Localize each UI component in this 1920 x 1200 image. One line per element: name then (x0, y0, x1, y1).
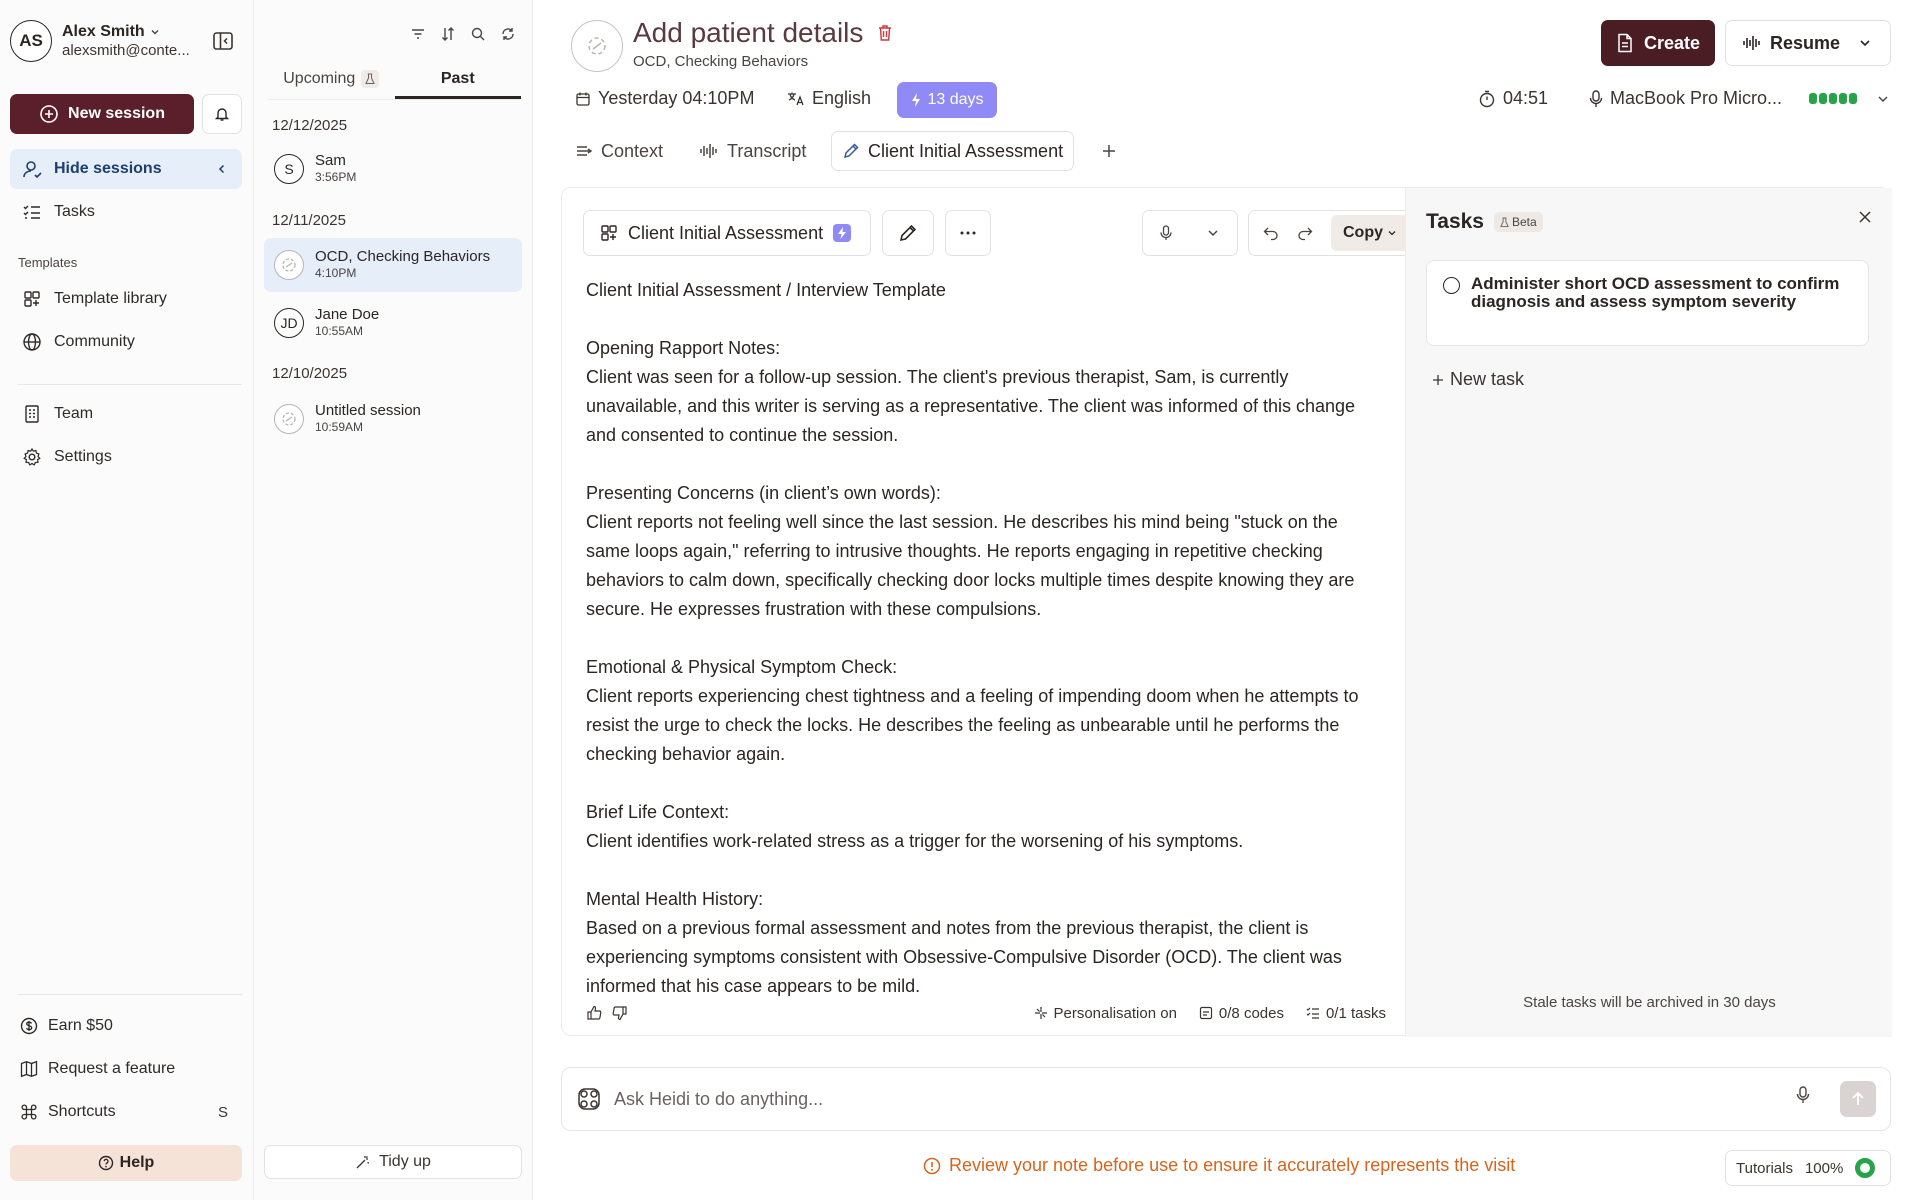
tab-past[interactable]: Past (395, 66, 522, 99)
arrow-up-icon (1851, 1091, 1865, 1107)
close-icon[interactable] (1858, 210, 1872, 224)
session-title: Jane Doe (315, 306, 380, 323)
sidebar-toggle-icon[interactable] (212, 30, 234, 52)
plus-icon (1101, 143, 1117, 159)
context-icon (575, 143, 593, 159)
stale-tasks-note: Stale tasks will be archived in 30 days (1523, 994, 1776, 1011)
session-time: 4:10PM (315, 266, 357, 280)
page-subtitle: OCD, Checking Behaviors (633, 53, 809, 70)
avatar: AS (10, 20, 52, 62)
refresh-icon[interactable] (500, 26, 516, 42)
audio-level-indicator (1809, 93, 1857, 104)
dollar-circle-icon (20, 1017, 38, 1035)
patient-logo-icon (571, 20, 623, 72)
waveform-icon (1742, 34, 1762, 52)
session-title: Sam (315, 152, 346, 169)
lightning-icon (910, 92, 922, 108)
history-copy-group (1248, 210, 1414, 256)
microphone-icon (1589, 90, 1603, 108)
chevron-down-icon[interactable] (1858, 36, 1872, 50)
search-icon[interactable] (470, 26, 486, 42)
session-title: Untitled session (315, 402, 421, 419)
new-session-button[interactable]: New session (10, 94, 194, 134)
help-circle-icon (98, 1155, 114, 1171)
sparkle-icon (833, 224, 851, 242)
session-date: 12/12/2025 (272, 117, 348, 134)
account-name: Alex Smith (62, 23, 145, 40)
notifications-button[interactable] (202, 94, 242, 134)
calendar-icon (575, 91, 591, 107)
session-avatar: S (274, 154, 304, 184)
dictate-group (1142, 210, 1238, 256)
note-card (561, 187, 1891, 1036)
waveform-icon (699, 143, 719, 159)
sidebar-item-tasks[interactable]: Tasks (10, 192, 242, 232)
beta-badge: Beta (1494, 212, 1543, 232)
personalisation-toggle[interactable]: Personalisation on (1034, 1005, 1177, 1022)
note-footer (586, 1003, 1386, 1023)
tutorial-progress: 100% (1804, 1159, 1844, 1177)
heidi-logo-icon (576, 1086, 602, 1112)
new-task-button[interactable]: New task (1432, 369, 1524, 390)
chevron-down-icon (1387, 228, 1397, 238)
globe-icon (22, 332, 42, 352)
add-tab-button[interactable] (1101, 131, 1117, 171)
session-logo-icon (274, 404, 304, 434)
sessions-tabs (268, 66, 521, 100)
sessions-panel (254, 0, 533, 1200)
session-title: OCD, Checking Behaviors (315, 248, 491, 265)
session-avatar: JD (274, 308, 304, 338)
request-feature-link[interactable]: Request a feature (8, 1049, 240, 1089)
microphone-icon[interactable] (1796, 1086, 1810, 1104)
pencil-icon (898, 223, 918, 243)
tasks-title: Tasks (1426, 210, 1484, 233)
page-title[interactable]: Add patient details (633, 17, 864, 48)
session-item[interactable] (264, 392, 522, 446)
building-icon (22, 404, 42, 424)
filter-icon[interactable] (410, 26, 426, 42)
plus-circle-icon (39, 104, 59, 124)
more-options-button[interactable] (945, 210, 991, 256)
review-warning: Review your note before use to ensure it accurately represents the visit (923, 1155, 1515, 1176)
templates-section-label: Templates (18, 255, 78, 270)
divider (18, 994, 242, 995)
task-checkbox[interactable] (1443, 277, 1460, 294)
thumbs-down-icon[interactable] (612, 1005, 628, 1021)
session-time: 3:56PM (315, 170, 357, 184)
sidebar (0, 0, 254, 1200)
template-icon (22, 289, 42, 309)
alert-circle-icon (923, 1157, 941, 1175)
main-content (533, 0, 1920, 1200)
tab-context[interactable]: Context (575, 131, 663, 171)
language-selector[interactable]: English (787, 88, 871, 109)
thumbs-up-icon[interactable] (586, 1005, 602, 1021)
copy-button[interactable]: Copy (1331, 215, 1409, 251)
magic-wand-icon (355, 1154, 371, 1170)
pencil-icon (842, 142, 860, 160)
sidebar-item-template-library[interactable]: Template library (10, 279, 242, 319)
sidebar-item-community[interactable]: Community (10, 322, 242, 362)
checklist-icon (22, 202, 42, 222)
resume-button[interactable]: Resume (1725, 20, 1891, 66)
codes-status[interactable]: 0/8 codes (1199, 1005, 1284, 1022)
chevron-left-icon (216, 163, 228, 175)
session-item[interactable] (264, 142, 522, 196)
map-icon (20, 1060, 38, 1078)
account-menu[interactable] (10, 20, 190, 62)
session-timer: 04:51 (1478, 88, 1548, 109)
flask-icon (361, 70, 379, 88)
plus-icon (1432, 374, 1444, 386)
progress-ring-icon (1855, 1158, 1875, 1178)
tasks-panel (1405, 188, 1892, 1037)
task-text: Administer short OCD assessment to confirm diagnosis and assess symptom severity (1471, 274, 1840, 311)
tab-upcoming[interactable]: Upcoming (268, 66, 395, 99)
microphone-icon[interactable] (1160, 225, 1172, 241)
template-icon (600, 224, 618, 242)
session-time: 10:55AM (315, 324, 364, 338)
session-date: 12/11/2025 (272, 212, 346, 229)
document-icon (1616, 33, 1634, 53)
session-item[interactable] (264, 296, 522, 350)
undo-icon[interactable] (1263, 226, 1279, 240)
shortcut-key: S (217, 1103, 228, 1121)
sidebar-item-settings[interactable]: Settings (10, 437, 242, 477)
sort-icon[interactable] (440, 26, 456, 42)
template-selector[interactable]: Client Initial Assessment (583, 210, 871, 256)
tab-client-initial-assessment[interactable]: Client Initial Assessment (831, 131, 1074, 171)
session-item-active[interactable] (264, 238, 522, 292)
chevron-down-icon (149, 26, 161, 38)
earn-referral-link[interactable]: Earn $50 (8, 1006, 240, 1046)
session-time: 10:59AM (315, 420, 364, 434)
chevron-down-icon[interactable] (1876, 92, 1890, 106)
task-item[interactable] (1426, 260, 1869, 346)
bell-icon (214, 106, 230, 122)
stopwatch-icon (1478, 90, 1496, 108)
help-button[interactable]: Help (10, 1145, 242, 1181)
tutorials-button[interactable]: Tutorials 100% (1725, 1150, 1891, 1186)
translate-icon (787, 91, 805, 107)
ask-input[interactable] (614, 1089, 1754, 1110)
tidy-up-button[interactable]: Tidy up (264, 1145, 522, 1179)
sidebar-item-team[interactable]: Team (10, 394, 242, 434)
create-button[interactable]: Create (1601, 20, 1715, 66)
command-icon (20, 1103, 38, 1121)
chevron-down-icon[interactable] (1206, 226, 1220, 240)
tab-transcript[interactable]: Transcript (699, 131, 806, 171)
divider (18, 384, 242, 385)
days-badge[interactable]: 13 days (897, 82, 997, 118)
ask-bar (561, 1067, 1891, 1131)
more-icon (960, 231, 976, 235)
note-body[interactable]: Client Initial Assessment / Interview Template Opening Rapport Notes: Client was seen for a follow-up session. The client's previous therapist, Sam, is currently unavailable, and this writer is serving as a representative. The client was informed of this change and consented to continue the session. Presenting Concerns (in client’s own words): Client reports not feeling well since the last session. He describes his mind being "stuck on the same loops again," referring to intrusive thoughts. He reports engaging in repetitive checking behaviors to calm down, specifically checking door locks multiple times despite knowing they are secure. He expresses frustration with these compulsions. Emotional & Physical Symptom Check: Client reports experiencing chest tightness and a feeling of impending doom when he attempts to resist the urge to check the locks. He describes the feeling as unbearable until he performs the checking behavior again. Brief Life Context: Client identifies work-related stress as a trigger for the worsening of his symptoms. Mental Health History: Based on a previous formal assessment and notes from the previous therapist, the client is experiencing symptoms consistent with Obsessive-Compulsive Disorder (OCD). The client was informed that his case appears to be mild. (586, 280, 1359, 996)
edit-button[interactable] (882, 210, 934, 256)
trash-icon[interactable] (877, 24, 893, 42)
session-date-picker[interactable]: Yesterday 04:10PM (575, 88, 754, 109)
microphone-selector[interactable]: MacBook Pro Micro... (1589, 88, 1890, 109)
user-icon (22, 159, 42, 179)
shortcuts-link[interactable]: Shortcuts S (8, 1092, 240, 1132)
account-email: alexsmith@conte... (62, 42, 190, 59)
checklist-icon (1306, 1006, 1320, 1020)
hide-sessions-button[interactable]: Hide sessions (10, 149, 242, 189)
tasks-status[interactable]: 0/1 tasks (1306, 1005, 1386, 1022)
gear-icon (22, 447, 42, 467)
sparkle-icon (1034, 1006, 1048, 1020)
session-logo-icon (274, 250, 304, 280)
send-button[interactable] (1840, 1081, 1876, 1117)
session-date: 12/10/2025 (272, 365, 348, 382)
code-box-icon (1199, 1006, 1213, 1020)
redo-icon[interactable] (1297, 226, 1313, 240)
flask-icon (1500, 217, 1509, 228)
